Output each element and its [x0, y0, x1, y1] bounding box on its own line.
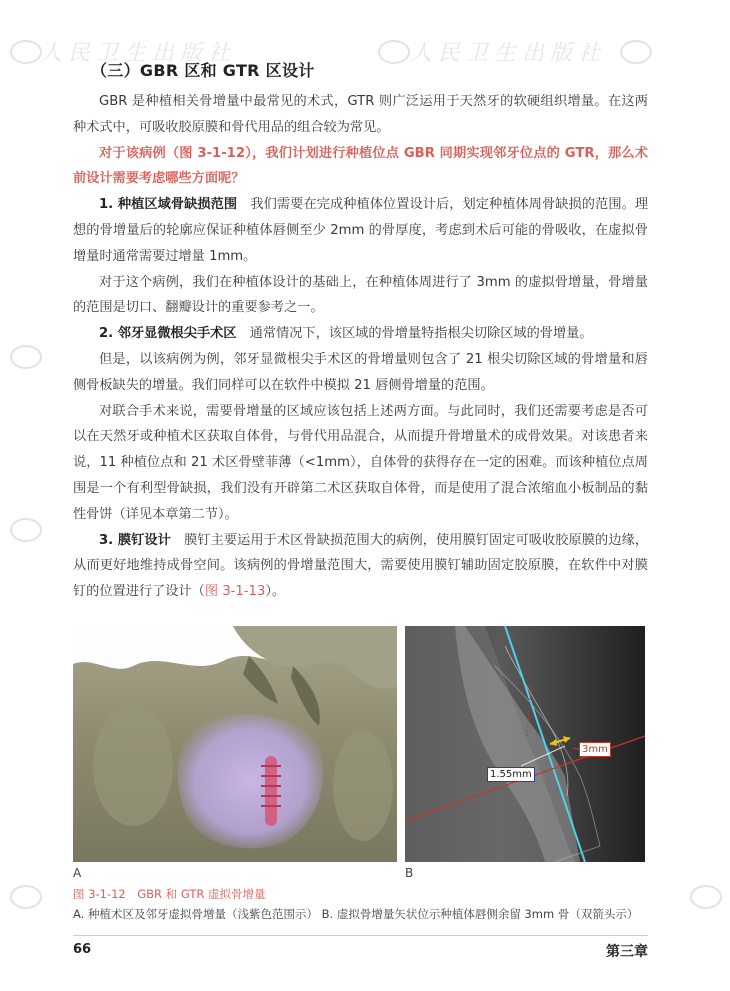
- figure-caption-title: 图 3-1-12 GBR 和 GTR 虚拟骨增量: [73, 887, 266, 901]
- defect-range-text: 我们需要在完成种植体位置设计后，划定种植体周骨缺损的范围。理想的骨增量后的轮廓应保证种植体唇侧至少 2mm 的骨厚度，考虑到术后可能的骨吸收，在虚拟骨增量时通常需要过增量 1mm。: [73, 197, 649, 264]
- measurement-155mm-label: 1.55mm: [487, 767, 535, 782]
- subheading-defect-range: 1. 种植区域骨缺损范围: [99, 197, 238, 213]
- apical-surgery-text: 通常情况下，该区域的骨增量特指根尖切除区域的骨增量。: [249, 326, 593, 342]
- figure-caption-text: A. 种植术区及邻牙虚拟骨增量（浅紫色范围示） B. 虚拟骨增量矢状位示种植体唇侧余留 3mm 骨（双箭头示）: [73, 907, 639, 921]
- paragraph-case-augmentation: 对于这个病例，我们在种植体设计的基础上，在种植体周进行了 3mm 的虚拟骨增量，骨增量的范围是切口、翻瓣设计的重要参考之一。: [73, 274, 648, 316]
- tack-design-text: 膜钉主要运用于术区骨缺损范围大的病例，使用膜钉固定可吸收胶原膜的边缘，从而更好地维持成骨空间。该病例的骨增量范围大，需要使用膜钉辅助固定胶原膜，在软件中对膜钉的位置进行了设计（: [73, 532, 649, 600]
- footer-divider: [73, 935, 648, 936]
- watermark-seal: [10, 345, 42, 369]
- figure-label-a: A: [73, 866, 82, 880]
- section-title: （三）GBR 区和 GTR 区设计: [91, 61, 315, 80]
- main-content: [73, 58, 648, 605]
- watermark-seal: [10, 40, 42, 64]
- measurement-3mm-label: 3mm: [579, 742, 611, 757]
- question-paragraph: 对于该病例（图 3-1-12），我们计划进行种植位点 GBR 同期实现邻牙位点的 GTR，那么术前设计需要考虑哪些方面呢？: [73, 145, 648, 187]
- chapter-label: 第三章: [606, 944, 648, 960]
- watermark-text: 人民卫生出版社: [410, 41, 607, 66]
- paragraph-tack-design: [73, 528, 648, 605]
- paragraph-defect-range: [73, 192, 648, 269]
- page-number: 66: [73, 942, 92, 957]
- subheading-tack-design: 3. 膜钉设计: [99, 532, 171, 548]
- figure-3-1-12: [73, 626, 645, 862]
- panel-b-ct-section: [405, 626, 645, 862]
- paragraph-case-example: 但是，以该病例为例，邻牙显微根尖手术区的骨增量则包含了 21 根尖切除区域的骨增量和唇侧骨板缺失的增量。我们同样可以在软件中模拟 21 唇侧骨增量的范围。: [73, 351, 648, 393]
- paragraph-gbr-intro: GBR 是种植相关骨增量中最常见的术式，GTR 则广泛运用于天然牙的软硬组织增量。在这两种术式中，可吸收胶原膜和骨代用品的组合较为常见。: [73, 94, 648, 135]
- figure-reference-link[interactable]: 图 3-1-13: [204, 584, 266, 600]
- paragraph-apical-surgery: [73, 321, 648, 347]
- bone-3d-render: [73, 626, 397, 862]
- paragraph-joint-surgery: 对联合手术来说，需要骨增量的区域应该包括上述两方面。与此同时，我们还需要考虑是否可以在天然牙或种植术区获取自体骨，与骨代用品混合，从而提升骨增量术的成骨效果。对该患者来说，11 种植位点和 21 术区骨壁菲薄（<1mm），自体骨的获得存在一定的困难。而该种植位点周围是一个有利型骨缺损，我们没有开辟第二术区获取自体骨，而是使用了混合浓缩血小板制品的黏性骨饼（详见本章第二节）。: [73, 403, 648, 522]
- watermark-seal: [10, 518, 42, 542]
- subheading-apical-surgery: 2. 邻牙显微根尖手术区: [99, 326, 237, 342]
- watermark-seal: [10, 885, 42, 909]
- figure-label-b: B: [405, 866, 414, 880]
- panel-a-3d-render: [73, 626, 397, 862]
- watermark-text: 人民卫生出版社: [40, 41, 237, 66]
- tack-design-end: ）。: [265, 584, 286, 600]
- watermark-seal: [690, 885, 722, 909]
